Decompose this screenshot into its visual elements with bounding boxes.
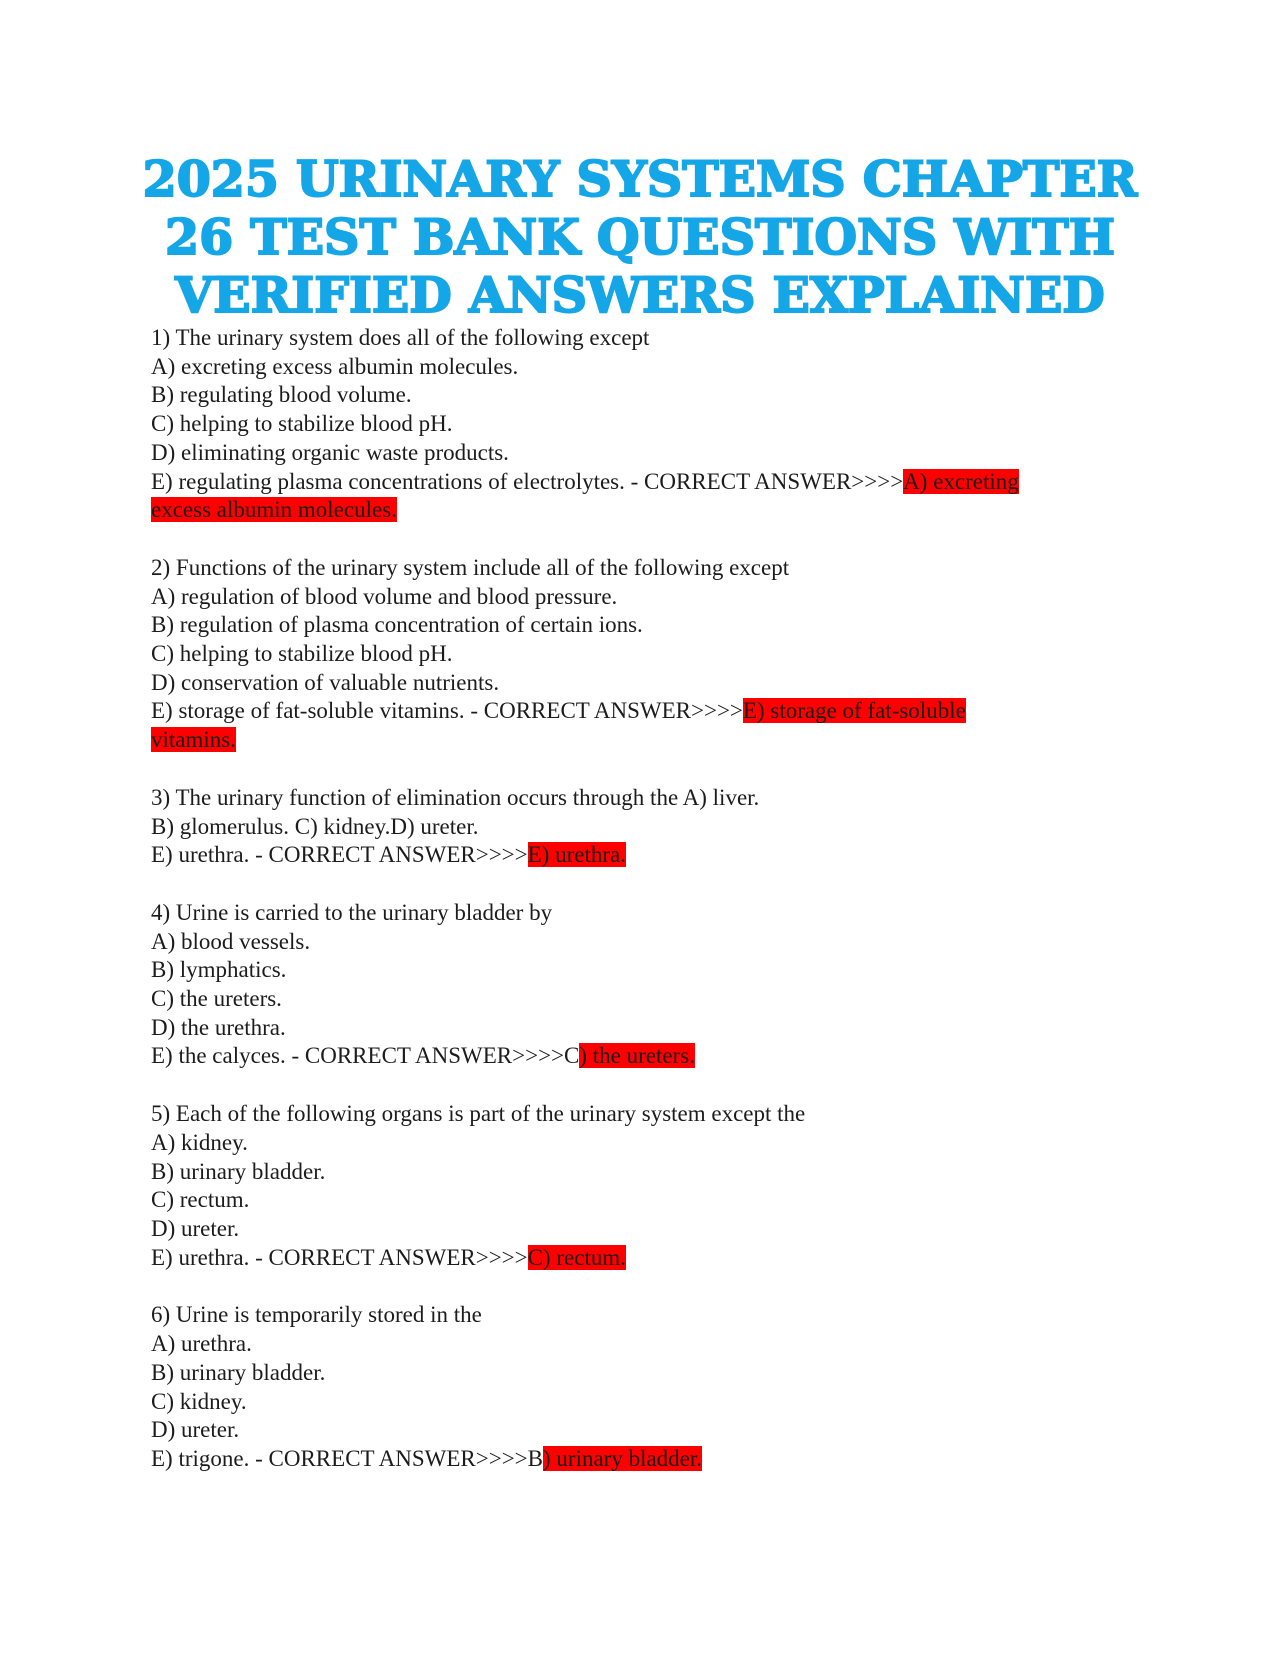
option-c: C) helping to stabilize blood pH. [151, 411, 453, 437]
option-d: D) ureter. [151, 1417, 240, 1443]
option-a: A) regulation of blood volume and blood pressure. [151, 583, 618, 609]
correct-answer-highlight: excess albumin molecules. [151, 497, 397, 523]
question-1 [151, 324, 1151, 525]
answer-prefix: E) the calyces. - CORRECT ANSWER>>>>C [151, 1043, 580, 1069]
answer-prefix: E) urethra. - CORRECT ANSWER>>>> [151, 842, 528, 868]
option-d: D) conservation of valuable nutrients. [151, 669, 500, 695]
option-b: B) urinary bladder. [151, 1359, 326, 1385]
question-text: 1) The urinary system does all of the following except [151, 325, 650, 350]
question-4 [151, 899, 1151, 1071]
option-b: B) lymphatics. [151, 957, 287, 983]
option-d: D) ureter. [151, 1215, 240, 1241]
option-e-with-answer [151, 1244, 1151, 1273]
correct-answer-highlight: C) rectum. [527, 1244, 626, 1270]
option-e-with-answer [151, 697, 1151, 726]
question-5 [151, 1100, 1151, 1272]
answer-continuation [151, 496, 1151, 525]
option-a: A) kidney. [151, 1129, 248, 1155]
question-text: 2) Functions of the urinary system include all of the following except [151, 554, 790, 580]
options-line: B) glomerulus. C) kidney.D) ureter. [151, 813, 479, 839]
question-text: 5) Each of the following organs is part of the urinary system except the [151, 1101, 806, 1127]
correct-answer-highlight: ) urinary bladder. [543, 1445, 703, 1471]
option-b: B) regulating blood volume. [151, 382, 412, 408]
question-list [151, 324, 1151, 1503]
option-a: A) excreting excess albumin molecules. [151, 353, 519, 379]
option-c: C) kidney. [151, 1388, 247, 1414]
answer-prefix: E) storage of fat-soluble vitamins. - CORRECT ANSWER>>>> [151, 698, 743, 724]
correct-answer-highlight: E) urethra. [527, 842, 626, 868]
question-6 [151, 1301, 1151, 1473]
option-c: C) helping to stabilize blood pH. [151, 641, 453, 667]
title-line-3: VERIFIED ANSWERS EXPLAINED [175, 266, 1105, 324]
answer-prefix: E) trigone. - CORRECT ANSWER>>>>B [151, 1445, 543, 1471]
document-title [100, 150, 1180, 324]
option-e-with-answer [151, 1042, 1151, 1071]
option-e-with-answer [151, 1445, 1151, 1474]
option-c: C) the ureters. [151, 986, 282, 1012]
option-c: C) rectum. [151, 1187, 250, 1213]
title-line-2: 26 TEST BANK QUESTIONS WITH [165, 208, 1115, 266]
option-d: D) the urethra. [151, 1014, 286, 1040]
answer-prefix: E) regulating plasma concentrations of electrolytes. - CORRECT ANSWER>>>> [151, 468, 904, 494]
option-a: A) urethra. [151, 1331, 252, 1357]
correct-answer-highlight: A) excreting [903, 468, 1019, 494]
question-text: 6) Urine is temporarily stored in the [151, 1302, 482, 1328]
question-text: 4) Urine is carried to the urinary bladder by [151, 899, 553, 925]
option-d: D) eliminating organic waste products. [151, 439, 509, 465]
correct-answer-highlight: E) storage of fat-soluble [742, 698, 966, 724]
option-e-with-answer [151, 468, 1151, 497]
question-2 [151, 554, 1151, 755]
option-e-with-answer [151, 841, 1151, 870]
option-a: A) blood vessels. [151, 928, 311, 954]
correct-answer-highlight: vitamins. [151, 727, 236, 753]
answer-prefix: E) urethra. - CORRECT ANSWER>>>> [151, 1244, 528, 1270]
correct-answer-highlight: ) the ureters. [579, 1043, 695, 1069]
title-line-1: 2025 URINARY SYSTEMS CHAPTER [142, 150, 1138, 208]
question-3 [151, 784, 1151, 870]
option-b: B) urinary bladder. [151, 1158, 326, 1184]
answer-continuation [151, 726, 1151, 755]
question-text: 3) The urinary function of elimination occurs through the A) liver. [151, 784, 760, 810]
option-b: B) regulation of plasma concentration of certain ions. [151, 612, 643, 638]
